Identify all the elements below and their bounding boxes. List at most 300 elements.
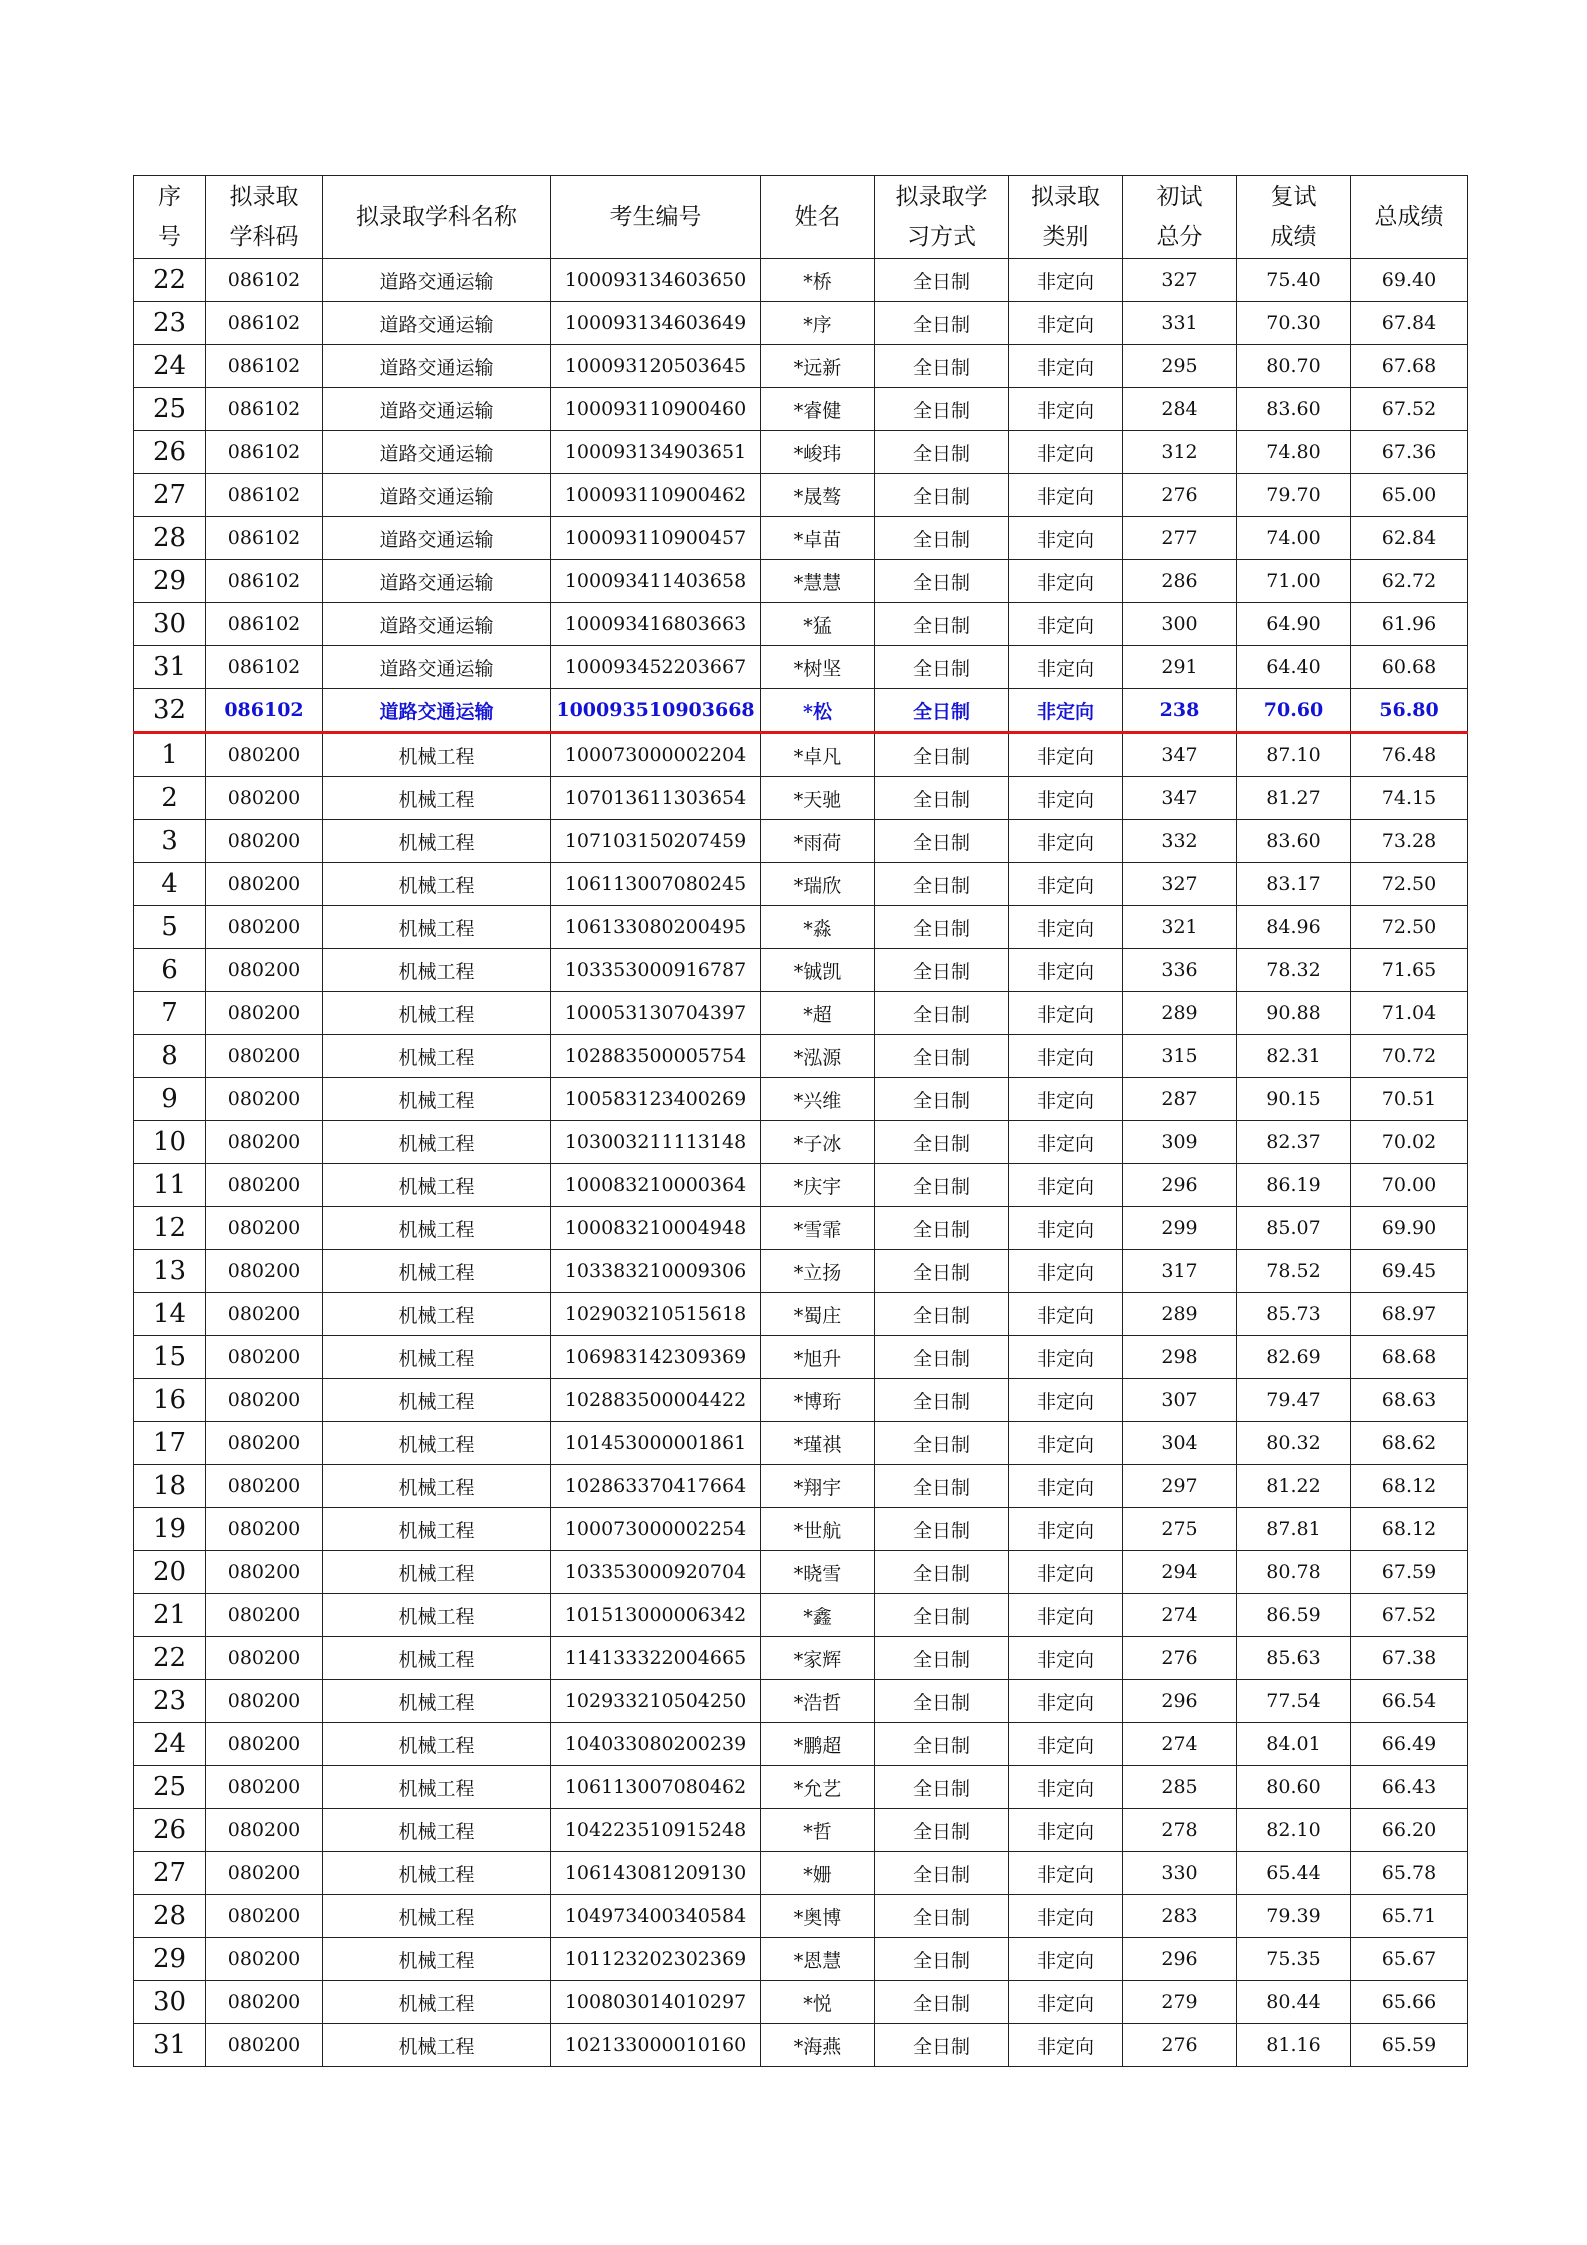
- cell-total-score: 67.36: [1351, 431, 1468, 474]
- table-row: [134, 1852, 1468, 1895]
- cell-subject-name: 机械工程: [323, 1723, 551, 1766]
- cell-total-score: 67.38: [1351, 1637, 1468, 1680]
- cell-subject-code: 080200: [206, 733, 323, 777]
- cell-category: 非定向: [1009, 1207, 1123, 1250]
- cell-initial-score: 286: [1123, 560, 1237, 603]
- table-row: [134, 302, 1468, 345]
- cell-initial-score: 327: [1123, 863, 1237, 906]
- cell-serial-no: 30: [134, 1981, 206, 2024]
- cell-initial-score: 279: [1123, 1981, 1237, 2024]
- cell-retest-score: 71.00: [1237, 560, 1351, 603]
- cell-subject-code: 080200: [206, 1121, 323, 1164]
- cell-name: *雨荷: [761, 820, 875, 863]
- cell-initial-score: 238: [1123, 689, 1237, 733]
- table-row: [134, 474, 1468, 517]
- table-row: [134, 949, 1468, 992]
- cell-total-score: 69.40: [1351, 259, 1468, 302]
- cell-study-mode: 全日制: [875, 949, 1009, 992]
- cell-exam-id: 100093134603649: [551, 302, 761, 345]
- cell-total-score: 68.97: [1351, 1293, 1468, 1336]
- cell-initial-score: 298: [1123, 1336, 1237, 1379]
- cell-name: *鹏超: [761, 1723, 875, 1766]
- cell-name: *奥博: [761, 1895, 875, 1938]
- cell-subject-code: 086102: [206, 388, 323, 431]
- cell-total-score: 65.71: [1351, 1895, 1468, 1938]
- cell-study-mode: 全日制: [875, 1766, 1009, 1809]
- cell-name: *雪霏: [761, 1207, 875, 1250]
- cell-total-score: 67.52: [1351, 388, 1468, 431]
- table-header-row: [134, 176, 1468, 259]
- cell-serial-no: 13: [134, 1250, 206, 1293]
- cell-total-score: 66.43: [1351, 1766, 1468, 1809]
- cell-exam-id: 100093110900457: [551, 517, 761, 560]
- cell-name: *兴维: [761, 1078, 875, 1121]
- cell-subject-name: 机械工程: [323, 949, 551, 992]
- cell-total-score: 74.15: [1351, 777, 1468, 820]
- cell-exam-id: 101123202302369: [551, 1938, 761, 1981]
- cell-study-mode: 全日制: [875, 560, 1009, 603]
- cell-subject-code: 080200: [206, 1336, 323, 1379]
- cell-subject-name: 机械工程: [323, 1895, 551, 1938]
- cell-subject-name: 道路交通运输: [323, 689, 551, 733]
- cell-category: 非定向: [1009, 1422, 1123, 1465]
- cell-subject-name: 机械工程: [323, 777, 551, 820]
- table-row: [134, 1207, 1468, 1250]
- cell-name: *晟骜: [761, 474, 875, 517]
- cell-subject-code: 080200: [206, 1938, 323, 1981]
- cell-category: 非定向: [1009, 388, 1123, 431]
- cell-serial-no: 22: [134, 259, 206, 302]
- cell-study-mode: 全日制: [875, 1422, 1009, 1465]
- cell-subject-code: 086102: [206, 517, 323, 560]
- cell-exam-id: 106983142309369: [551, 1336, 761, 1379]
- cell-subject-name: 道路交通运输: [323, 517, 551, 560]
- cell-category: 非定向: [1009, 1551, 1123, 1594]
- cell-study-mode: 全日制: [875, 1637, 1009, 1680]
- cell-name: *恩慧: [761, 1938, 875, 1981]
- cell-exam-id: 103383210009306: [551, 1250, 761, 1293]
- cell-subject-code: 080200: [206, 863, 323, 906]
- cell-subject-name: 机械工程: [323, 2024, 551, 2067]
- cell-name: *立扬: [761, 1250, 875, 1293]
- cell-name: *允艺: [761, 1766, 875, 1809]
- cell-subject-code: 086102: [206, 302, 323, 345]
- table-row: [134, 1723, 1468, 1766]
- cell-name: *松: [761, 689, 875, 733]
- cell-initial-score: 276: [1123, 1637, 1237, 1680]
- cell-name: *卓凡: [761, 733, 875, 777]
- cell-initial-score: 274: [1123, 1594, 1237, 1637]
- cell-total-score: 70.51: [1351, 1078, 1468, 1121]
- cell-name: *庆宇: [761, 1164, 875, 1207]
- cell-total-score: 65.78: [1351, 1852, 1468, 1895]
- cell-retest-score: 86.19: [1237, 1164, 1351, 1207]
- cell-category: 非定向: [1009, 1895, 1123, 1938]
- cell-retest-score: 74.00: [1237, 517, 1351, 560]
- table-row: [134, 906, 1468, 949]
- table-row: [134, 259, 1468, 302]
- cell-study-mode: 全日制: [875, 1594, 1009, 1637]
- cell-subject-code: 080200: [206, 906, 323, 949]
- cell-name: *鑫: [761, 1594, 875, 1637]
- cell-subject-code: 080200: [206, 1207, 323, 1250]
- cell-retest-score: 90.15: [1237, 1078, 1351, 1121]
- cell-total-score: 67.68: [1351, 345, 1468, 388]
- table-row: [134, 1035, 1468, 1078]
- cell-category: 非定向: [1009, 992, 1123, 1035]
- cell-category: 非定向: [1009, 1594, 1123, 1637]
- cell-name: *卓苗: [761, 517, 875, 560]
- cell-serial-no: 18: [134, 1465, 206, 1508]
- cell-category: 非定向: [1009, 863, 1123, 906]
- cell-category: 非定向: [1009, 1336, 1123, 1379]
- cell-initial-score: 321: [1123, 906, 1237, 949]
- cell-serial-no: 16: [134, 1379, 206, 1422]
- cell-initial-score: 296: [1123, 1164, 1237, 1207]
- cell-subject-name: 机械工程: [323, 1852, 551, 1895]
- cell-retest-score: 85.07: [1237, 1207, 1351, 1250]
- cell-total-score: 71.04: [1351, 992, 1468, 1035]
- table-row: [134, 1422, 1468, 1465]
- cell-serial-no: 11: [134, 1164, 206, 1207]
- cell-retest-score: 86.59: [1237, 1594, 1351, 1637]
- cell-retest-score: 90.88: [1237, 992, 1351, 1035]
- cell-retest-score: 87.81: [1237, 1508, 1351, 1551]
- cell-subject-code: 080200: [206, 1508, 323, 1551]
- cell-exam-id: 100083210000364: [551, 1164, 761, 1207]
- cell-study-mode: 全日制: [875, 1895, 1009, 1938]
- cell-initial-score: 289: [1123, 992, 1237, 1035]
- table-row: [134, 863, 1468, 906]
- header-initial-score: 初试总分: [1123, 176, 1237, 259]
- cell-initial-score: 275: [1123, 1508, 1237, 1551]
- cell-serial-no: 1: [134, 733, 206, 777]
- cell-initial-score: 287: [1123, 1078, 1237, 1121]
- table-row: [134, 1379, 1468, 1422]
- cell-serial-no: 5: [134, 906, 206, 949]
- cell-serial-no: 23: [134, 1680, 206, 1723]
- table-row: [134, 1766, 1468, 1809]
- cell-study-mode: 全日制: [875, 1250, 1009, 1293]
- cell-name: *桥: [761, 259, 875, 302]
- cell-subject-name: 机械工程: [323, 1293, 551, 1336]
- cell-initial-score: 299: [1123, 1207, 1237, 1250]
- table-row: [134, 603, 1468, 646]
- cell-category: 非定向: [1009, 1981, 1123, 2024]
- cell-subject-code: 080200: [206, 1809, 323, 1852]
- cell-category: 非定向: [1009, 603, 1123, 646]
- cell-name: *哲: [761, 1809, 875, 1852]
- cell-study-mode: 全日制: [875, 259, 1009, 302]
- cell-subject-name: 机械工程: [323, 1164, 551, 1207]
- cell-study-mode: 全日制: [875, 517, 1009, 560]
- cell-category: 非定向: [1009, 1508, 1123, 1551]
- cell-subject-code: 080200: [206, 1895, 323, 1938]
- cell-subject-name: 机械工程: [323, 1250, 551, 1293]
- cell-initial-score: 304: [1123, 1422, 1237, 1465]
- cell-exam-id: 100073000002254: [551, 1508, 761, 1551]
- cell-exam-id: 104223510915248: [551, 1809, 761, 1852]
- cell-total-score: 68.63: [1351, 1379, 1468, 1422]
- cell-study-mode: 全日制: [875, 820, 1009, 863]
- cell-serial-no: 31: [134, 2024, 206, 2067]
- cell-initial-score: 317: [1123, 1250, 1237, 1293]
- cell-exam-id: 106113007080245: [551, 863, 761, 906]
- table-row: [134, 733, 1468, 777]
- cell-total-score: 61.96: [1351, 603, 1468, 646]
- cell-category: 非定向: [1009, 345, 1123, 388]
- cell-serial-no: 20: [134, 1551, 206, 1594]
- cell-subject-code: 086102: [206, 345, 323, 388]
- cell-study-mode: 全日制: [875, 1809, 1009, 1852]
- cell-initial-score: 336: [1123, 949, 1237, 992]
- cell-study-mode: 全日制: [875, 1207, 1009, 1250]
- cell-total-score: 65.00: [1351, 474, 1468, 517]
- cell-subject-name: 道路交通运输: [323, 603, 551, 646]
- table-row: [134, 1551, 1468, 1594]
- cell-retest-score: 82.37: [1237, 1121, 1351, 1164]
- cell-subject-code: 080200: [206, 1250, 323, 1293]
- cell-subject-name: 机械工程: [323, 733, 551, 777]
- cell-study-mode: 全日制: [875, 431, 1009, 474]
- table-row: [134, 517, 1468, 560]
- cell-subject-name: 机械工程: [323, 1207, 551, 1250]
- cell-retest-score: 87.10: [1237, 733, 1351, 777]
- cell-serial-no: 8: [134, 1035, 206, 1078]
- cell-retest-score: 79.70: [1237, 474, 1351, 517]
- table-row: [134, 777, 1468, 820]
- cell-total-score: 68.12: [1351, 1465, 1468, 1508]
- cell-category: 非定向: [1009, 517, 1123, 560]
- cell-study-mode: 全日制: [875, 1035, 1009, 1078]
- cell-name: *猛: [761, 603, 875, 646]
- table-row: [134, 1293, 1468, 1336]
- table-row: [134, 1078, 1468, 1121]
- cell-exam-id: 101513000006342: [551, 1594, 761, 1637]
- cell-subject-name: 机械工程: [323, 1121, 551, 1164]
- cell-subject-code: 080200: [206, 1422, 323, 1465]
- table-row: [134, 820, 1468, 863]
- cell-subject-code: 080200: [206, 1852, 323, 1895]
- cell-serial-no: 4: [134, 863, 206, 906]
- cell-study-mode: 全日制: [875, 302, 1009, 345]
- cell-exam-id: 104033080200239: [551, 1723, 761, 1766]
- cell-study-mode: 全日制: [875, 1164, 1009, 1207]
- header-name: 姓名: [761, 176, 875, 259]
- cell-exam-id: 107103150207459: [551, 820, 761, 863]
- cell-name: *浩哲: [761, 1680, 875, 1723]
- cell-exam-id: 103003211113148: [551, 1121, 761, 1164]
- cell-study-mode: 全日制: [875, 733, 1009, 777]
- cell-retest-score: 82.31: [1237, 1035, 1351, 1078]
- cell-initial-score: 294: [1123, 1551, 1237, 1594]
- cell-exam-id: 102933210504250: [551, 1680, 761, 1723]
- cell-category: 非定向: [1009, 1293, 1123, 1336]
- cell-subject-code: 080200: [206, 1723, 323, 1766]
- cell-subject-code: 080200: [206, 777, 323, 820]
- cell-subject-name: 机械工程: [323, 1809, 551, 1852]
- cell-retest-score: 70.60: [1237, 689, 1351, 733]
- cell-study-mode: 全日制: [875, 1508, 1009, 1551]
- cell-initial-score: 331: [1123, 302, 1237, 345]
- header-category: 拟录取类别: [1009, 176, 1123, 259]
- cell-total-score: 60.68: [1351, 646, 1468, 689]
- cell-subject-name: 机械工程: [323, 1981, 551, 2024]
- cell-subject-name: 机械工程: [323, 1766, 551, 1809]
- table-row: [134, 992, 1468, 1035]
- cell-retest-score: 80.70: [1237, 345, 1351, 388]
- cell-retest-score: 75.40: [1237, 259, 1351, 302]
- cell-subject-code: 080200: [206, 1551, 323, 1594]
- cell-subject-name: 道路交通运输: [323, 345, 551, 388]
- cell-category: 非定向: [1009, 906, 1123, 949]
- cell-serial-no: 12: [134, 1207, 206, 1250]
- cell-total-score: 62.84: [1351, 517, 1468, 560]
- cell-subject-name: 道路交通运输: [323, 646, 551, 689]
- cell-exam-id: 103353000916787: [551, 949, 761, 992]
- table-row: [134, 1809, 1468, 1852]
- cell-category: 非定向: [1009, 474, 1123, 517]
- cell-name: *慧慧: [761, 560, 875, 603]
- cell-subject-code: 080200: [206, 1465, 323, 1508]
- table-row: [134, 345, 1468, 388]
- cell-subject-code: 080200: [206, 1035, 323, 1078]
- cell-initial-score: 296: [1123, 1938, 1237, 1981]
- cell-retest-score: 83.60: [1237, 820, 1351, 863]
- cell-exam-id: 100093110900462: [551, 474, 761, 517]
- cell-subject-code: 080200: [206, 949, 323, 992]
- cell-study-mode: 全日制: [875, 1680, 1009, 1723]
- cell-subject-code: 080200: [206, 2024, 323, 2067]
- cell-total-score: 65.59: [1351, 2024, 1468, 2067]
- cell-serial-no: 23: [134, 302, 206, 345]
- cell-retest-score: 83.17: [1237, 863, 1351, 906]
- cell-serial-no: 26: [134, 431, 206, 474]
- cell-category: 非定向: [1009, 689, 1123, 733]
- header-total-score: 总成绩: [1351, 176, 1468, 259]
- cell-retest-score: 78.32: [1237, 949, 1351, 992]
- cell-name: *泓源: [761, 1035, 875, 1078]
- table-row: [134, 1938, 1468, 1981]
- cell-name: *海燕: [761, 2024, 875, 2067]
- cell-exam-id: 100053130704397: [551, 992, 761, 1035]
- cell-total-score: 70.72: [1351, 1035, 1468, 1078]
- cell-initial-score: 296: [1123, 1680, 1237, 1723]
- cell-serial-no: 31: [134, 646, 206, 689]
- cell-total-score: 68.68: [1351, 1336, 1468, 1379]
- cell-total-score: 72.50: [1351, 906, 1468, 949]
- cell-retest-score: 64.90: [1237, 603, 1351, 646]
- cell-category: 非定向: [1009, 1723, 1123, 1766]
- cell-name: *姗: [761, 1852, 875, 1895]
- cell-study-mode: 全日制: [875, 1551, 1009, 1594]
- cell-subject-name: 机械工程: [323, 1422, 551, 1465]
- table-row: [134, 2024, 1468, 2067]
- cell-study-mode: 全日制: [875, 863, 1009, 906]
- cell-subject-name: 机械工程: [323, 1680, 551, 1723]
- table-row: [134, 1465, 1468, 1508]
- cell-study-mode: 全日制: [875, 777, 1009, 820]
- cell-exam-id: 100093510903668: [551, 689, 761, 733]
- cell-total-score: 66.20: [1351, 1809, 1468, 1852]
- cell-study-mode: 全日制: [875, 1121, 1009, 1164]
- cell-name: *睿健: [761, 388, 875, 431]
- cell-subject-name: 机械工程: [323, 992, 551, 1035]
- cell-name: *铖凯: [761, 949, 875, 992]
- cell-serial-no: 24: [134, 1723, 206, 1766]
- header-subject-code: 拟录取学科码: [206, 176, 323, 259]
- cell-subject-name: 机械工程: [323, 1078, 551, 1121]
- cell-retest-score: 79.47: [1237, 1379, 1351, 1422]
- cell-total-score: 67.52: [1351, 1594, 1468, 1637]
- cell-study-mode: 全日制: [875, 1852, 1009, 1895]
- cell-study-mode: 全日制: [875, 646, 1009, 689]
- cell-name: *子冰: [761, 1121, 875, 1164]
- cell-serial-no: 3: [134, 820, 206, 863]
- cell-name: *世航: [761, 1508, 875, 1551]
- cell-total-score: 71.65: [1351, 949, 1468, 992]
- table-row: [134, 1250, 1468, 1293]
- cell-name: *淼: [761, 906, 875, 949]
- cell-retest-score: 80.78: [1237, 1551, 1351, 1594]
- cell-category: 非定向: [1009, 1035, 1123, 1078]
- cell-retest-score: 81.22: [1237, 1465, 1351, 1508]
- cell-name: *超: [761, 992, 875, 1035]
- cell-initial-score: 347: [1123, 777, 1237, 820]
- cell-category: 非定向: [1009, 1078, 1123, 1121]
- header-retest-score: 复试成绩: [1237, 176, 1351, 259]
- cell-exam-id: 100093134903651: [551, 431, 761, 474]
- cell-serial-no: 25: [134, 388, 206, 431]
- table-row: [134, 646, 1468, 689]
- cell-name: *家辉: [761, 1637, 875, 1680]
- cell-serial-no: 17: [134, 1422, 206, 1465]
- cell-retest-score: 80.60: [1237, 1766, 1351, 1809]
- cell-category: 非定向: [1009, 1250, 1123, 1293]
- cell-retest-score: 78.52: [1237, 1250, 1351, 1293]
- cell-serial-no: 10: [134, 1121, 206, 1164]
- cell-subject-code: 080200: [206, 1981, 323, 2024]
- cell-total-score: 73.28: [1351, 820, 1468, 863]
- cell-exam-id: 106113007080462: [551, 1766, 761, 1809]
- cell-subject-name: 道路交通运输: [323, 560, 551, 603]
- cell-category: 非定向: [1009, 777, 1123, 820]
- cell-name: *序: [761, 302, 875, 345]
- cell-retest-score: 83.60: [1237, 388, 1351, 431]
- table-body: [134, 259, 1468, 2067]
- cell-exam-id: 107013611303654: [551, 777, 761, 820]
- cell-subject-name: 道路交通运输: [323, 431, 551, 474]
- cell-exam-id: 100093120503645: [551, 345, 761, 388]
- cell-category: 非定向: [1009, 259, 1123, 302]
- cell-exam-id: 102863370417664: [551, 1465, 761, 1508]
- cell-category: 非定向: [1009, 646, 1123, 689]
- cell-subject-code: 080200: [206, 1680, 323, 1723]
- cell-category: 非定向: [1009, 1809, 1123, 1852]
- cell-name: *瑞欣: [761, 863, 875, 906]
- cell-category: 非定向: [1009, 1637, 1123, 1680]
- cell-retest-score: 80.32: [1237, 1422, 1351, 1465]
- admission-score-table: [133, 175, 1468, 2067]
- cell-initial-score: 347: [1123, 733, 1237, 777]
- cell-serial-no: 22: [134, 1637, 206, 1680]
- cell-name: *晓雪: [761, 1551, 875, 1594]
- cell-study-mode: 全日制: [875, 474, 1009, 517]
- table-row: [134, 1981, 1468, 2024]
- cell-initial-score: 289: [1123, 1293, 1237, 1336]
- cell-name: *峻玮: [761, 431, 875, 474]
- cell-category: 非定向: [1009, 1164, 1123, 1207]
